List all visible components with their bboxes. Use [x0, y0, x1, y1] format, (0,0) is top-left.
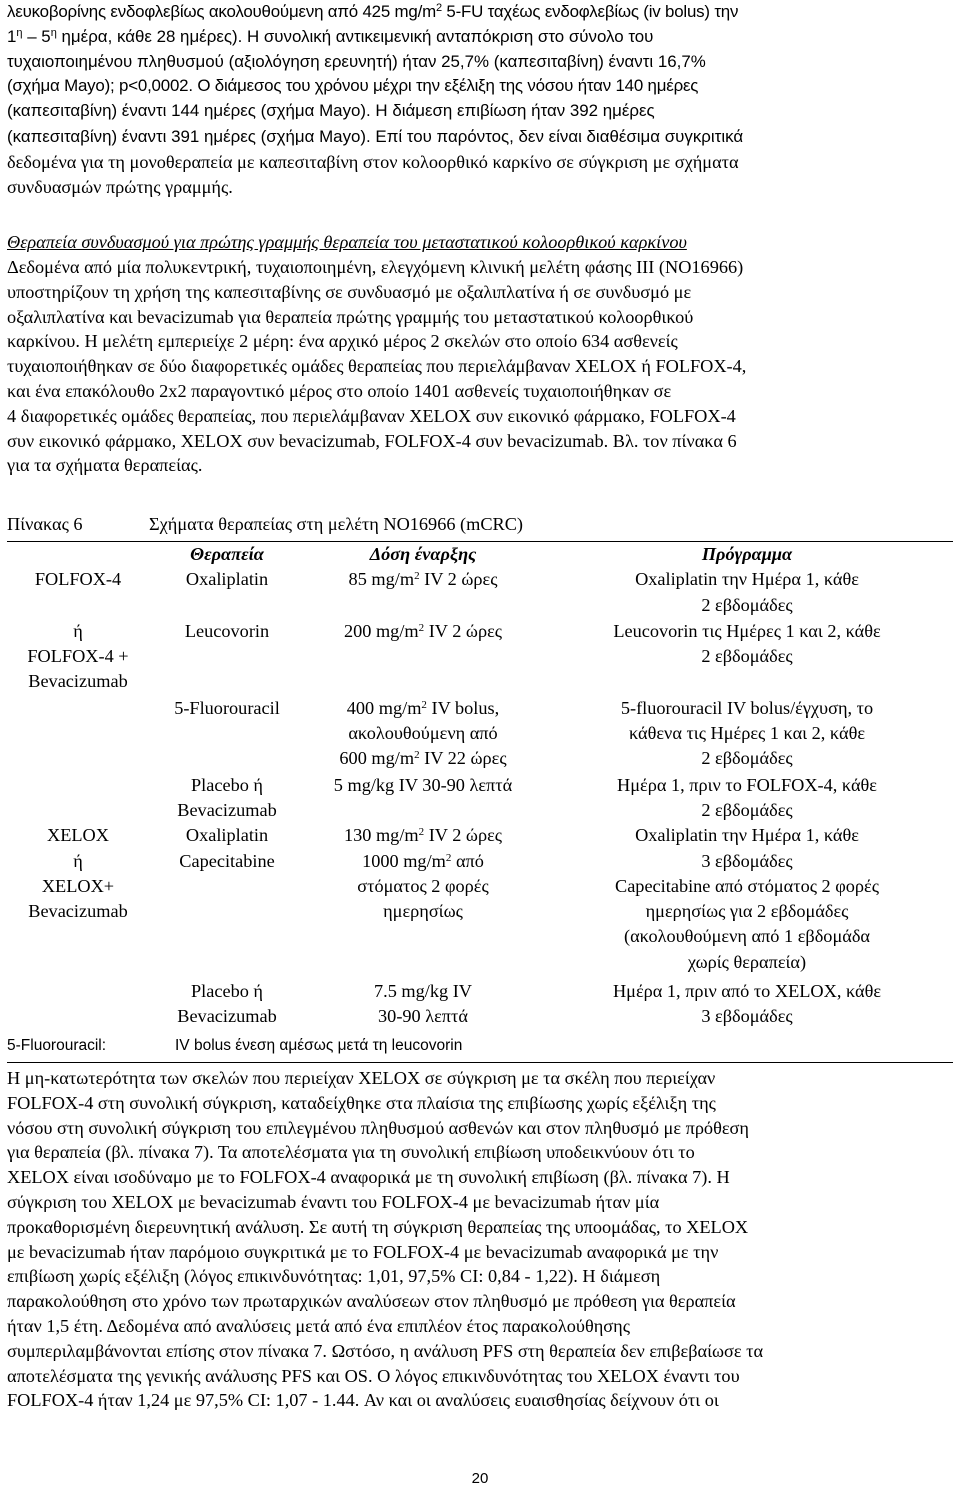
- text-line: παρακολούθηση στο χρόνο των πρωταρχικών αναλύσεων στον πληθυσμό με πρόθεση για θεραπεία: [7, 1291, 736, 1312]
- table-cell: XELOX ή XELOX+ Bevacizumab: [28, 825, 128, 922]
- text-line: XELOX είναι ισοδύναμο με το FOLFOX-4 αναφορικά με τη συνολική επιβίωση (βλ. πίνακα 7). Η: [7, 1167, 730, 1188]
- table-cell: 5-fluorouracil IV bolus/έγχυση, το κάθενα τις Ημέρες 1 και 2, κάθε 2 εβδομάδες: [620, 697, 874, 769]
- text-line: νόσου στη συνολική σύγκριση του επιλεγμένου πληθυσμού ασθενών και στον πληθυσμό με πρόθεση: [7, 1117, 749, 1138]
- table-cell: 200 $mg/m^2$ IV 2 ώρες: [343, 620, 503, 641]
- footnote-text: IV bolus ένεση αμέσως μετά τη leucovorin: [175, 1036, 463, 1054]
- paragraph-noninferiority: [7, 1066, 763, 1413]
- table-cell: [7, 975, 149, 1030]
- table-cell: ή FOLFOX-4 + Bevacizumab: [27, 620, 129, 692]
- table-cell: Oxaliplatin την Ημέρα 1, κάθε 2 εβδομάδες: [635, 569, 859, 615]
- page-number: 20: [471, 1470, 489, 1487]
- text-line: με bevacizumab ήταν παρόμοιο συγκριτικά με το FOLFOX-4 με bevacizumab αναφορικά με την: [7, 1241, 719, 1262]
- text-line: Η μη-κατωτερότητα των σκελών που περιείχαν XELOX σε σύγκριση με τα σκέλη που περιείχαν: [7, 1068, 716, 1088]
- table-row: [7, 823, 953, 975]
- table-cell: Leucovorin τις Ημέρες 1 και 2, κάθε 2 εβδομάδες: [613, 620, 881, 667]
- text-line: FOLFOX-4 ήταν 1,24 με 97,5% CI: 1,07 - 1.44. Αν και οι αναλύσεις ευαισθησίας δείχνουν ότι οι: [7, 1390, 719, 1411]
- table-cell: Leucovorin: [184, 620, 270, 641]
- text-line: λευκοβορίνης ενδοφλεβίως ακολουθούμενη από 425 $mg/m^2$ 5-FU ταχέως ενδοφλεβίως (iv bolus) την: [7, 2, 739, 21]
- text-line: 4 διαφορετικές ομάδες θεραπείας, που περιελάμβαναν XELOX συν εικονικό φάρμακο, FOLFOX-4: [7, 405, 736, 426]
- text-line: τυχαιοποιημένου πληθυσμού (αξιολόγηση ερευνητή) ήταν 25,7% (καπεσιταβίνη) έναντι 16,7%: [7, 51, 706, 71]
- text-line: και ένα επακόλουθο 2x2 παραγοντικό μέρος στο οποίο 1401 ασθενείς τυχαιοποιήθηκαν σε: [7, 380, 672, 401]
- text-line: (καπεσιταβίνη) έναντι 144 ημέρες (σχήμα Mayo). Η διάμεση επιβίωση ήταν 392 ημέρες: [7, 101, 655, 121]
- treatment-regimens-table: [7, 541, 953, 1063]
- text-line: οξαλιπλατίνα και bevacizumab για θεραπεία πρώτης γραμμής του μεταστατικού κολοορθικού: [7, 306, 694, 327]
- text-line: επιβίωση χωρίς εξέλιξη (λόγος επικινδυνότητας: 1,01, 97,5% CI: 0,84 - 1,22). Η διάμεση: [7, 1266, 661, 1287]
- table-footnote-row: [7, 1030, 953, 1063]
- table-header-row: [7, 542, 953, 568]
- table-cell: Oxaliplatin: [185, 569, 269, 590]
- table-cell: Oxaliplatin την Ημέρα 1, κάθε 3 εβδομάδες Capecitabine από στόματος 2 φορές ημερησίως για 2 εβδομάδες (ακολουθούμενη από 1 εβδομάδα χωρίς θεραπεία): [615, 825, 879, 972]
- text-line: συνδυασμών πρώτης γραμμής.: [7, 176, 233, 197]
- text-line: (καπεσιταβίνη) έναντι 391 ημέρες (σχήμα Mayo). Επί του παρόντος, δεν είναι διαθέσιμα συγκριτικά: [7, 126, 744, 146]
- text-line: για θεραπεία (βλ. πίνακα 7). Τα αποτελέσματα για τη συνολική επιβίωση υποδεικνύουν ότι το: [7, 1142, 695, 1163]
- text-line: αποτελέσματα της γενικής ανάλυσης PFS και OS. Ο λόγος επικινδυνότητας του XELOX έναντι του: [7, 1365, 740, 1386]
- table-header-cell: Θεραπεία: [190, 544, 264, 564]
- table-cell: Ημέρα 1, πριν από το XELOX, κάθε 3 εβδομάδες: [612, 981, 882, 1027]
- text-line: συμπεριλαμβάνονται επίσης στον πίνακα 7. Ωστόσο, η ανάλυση PFS στη θεραπεία δεν επιβεβαίωσε τα: [7, 1340, 764, 1361]
- table-cell: Ημέρα 1, πριν το FOLFOX-4, κάθε 2 εβδομάδες: [617, 774, 877, 820]
- table-label: Πίνακας 6: [7, 514, 83, 534]
- table-row: [7, 696, 953, 773]
- table-header-cell: Πρόγραμμα: [701, 544, 793, 564]
- table-title: Σχήματα θεραπείας στη μελέτη NO16966 (mCRC): [149, 514, 524, 534]
- table-cell: 85 $mg/m^2$ IV 2 ώρες: [348, 569, 498, 590]
- text-line: FOLFOX-4 στη συνολική σύγκριση, καταδείχθηκε στα πλαίσια της επιβίωσης χωρίς εξέλιξη της: [7, 1092, 716, 1113]
- table-row: [7, 773, 953, 824]
- footnote-label: 5-Fluorouracil:: [7, 1036, 107, 1054]
- text-line: ήταν 1,5 έτη. Δεδομένα από αναλύσεις μετά από ένα επιπλέον έτος παρακολούθησης: [7, 1315, 630, 1336]
- paragraph-capecitabine-results: [7, 0, 743, 199]
- text-line: τυχαιοποιήθηκαν σε δύο διαφορετικές ομάδες θεραπείας που περιελάμβαναν XELOX ή FOLFOX-4,: [7, 356, 747, 377]
- text-line: υποστηρίζουν τη χρήση της καπεσιταβίνης σε συνδυασμό με οξαλιπλατίνα ή σε συνδυσμό με: [7, 281, 692, 302]
- paragraph-study-no16966: [7, 255, 746, 478]
- text-line: καρκίνου. Η μελέτη εμπεριείχε 2 μέρη: ένα αρχικό μέρος 2 σκελών στο οποίο 634 ασθενείς: [7, 331, 678, 352]
- table-row: [7, 567, 953, 619]
- table-cell: [7, 696, 149, 773]
- table-cell: Oxaliplatin Capecitabine: [179, 825, 275, 871]
- text-line: Δεδομένα από μία πολυκεντρική, τυχαιοποιημένη, ελεγχόμενη κλινική μελέτη φάσης III (NO16966): [7, 257, 744, 277]
- table-cell: 5-Fluorouracil: [174, 697, 280, 718]
- section-heading: Θεραπεία συνδυασμού για πρώτης γραμμής θεραπεία του μεταστατικού κολοορθικού καρκίνου: [7, 232, 687, 252]
- table-row: [7, 619, 953, 696]
- text-line: συν εικονικό φάρμακο, XELOX συν bevacizumab, FOLFOX-4 συν bevacizumab. Βλ. τον πίνακα 6: [7, 430, 737, 451]
- table-cell: Placebo ή Bevacizumab: [177, 774, 277, 820]
- table-cell: 5 mg/kg IV 30-90 λεπτά: [333, 774, 513, 795]
- text-line: $1^\eta - 5^\eta$ ημέρα, κάθε 28 ημέρες). Η συνολική αντικειμενική ανταπόκριση στο σύνολο του: [7, 26, 654, 46]
- table-cell: [7, 773, 149, 824]
- table-cell: 7.5 mg/kg IV 30-90 λεπτά: [373, 981, 472, 1027]
- table-row: [7, 975, 953, 1030]
- table-cell: 400 $mg/m^2$ IV bolus, ακολουθούμενη από 600 $mg/m^2$ IV 22 ώρες: [339, 697, 507, 769]
- table-header-cell: Δόση έναρξης: [369, 544, 477, 564]
- table-header-cell: [7, 542, 149, 568]
- table-cell: 130 $mg/m^2$ IV 2 ώρες 1000 $mg/m^2$ από στόματος 2 φορές ημερησίως: [343, 825, 503, 922]
- text-line: προκαθορισμένη διερευνητική ανάλυση. Σε αυτή τη σύγκριση θεραπείας της υποομάδας, το XELOX: [7, 1216, 749, 1237]
- text-line: για τα σχήματα θεραπείας.: [7, 455, 203, 476]
- text-line: (σχήμα Mayo); p<0,0002. Ο διάμεσος του χρόνου μέχρι την εξέλιξη της νόσου ήταν 140 ημέρες: [7, 76, 699, 96]
- text-line: δεδομένα για τη μονοθεραπεία με καπεσιταβίνη στον κολοορθικό καρκίνο σε σύγκριση με σχήματα: [7, 151, 739, 172]
- table-cell: Placebo ή Bevacizumab: [177, 981, 277, 1027]
- table-cell: FOLFOX-4: [34, 569, 122, 590]
- text-line: σύγκριση του XELOX με bevacizumab έναντι του FOLFOX-4 με bevacizumab ήταν μία: [7, 1191, 660, 1212]
